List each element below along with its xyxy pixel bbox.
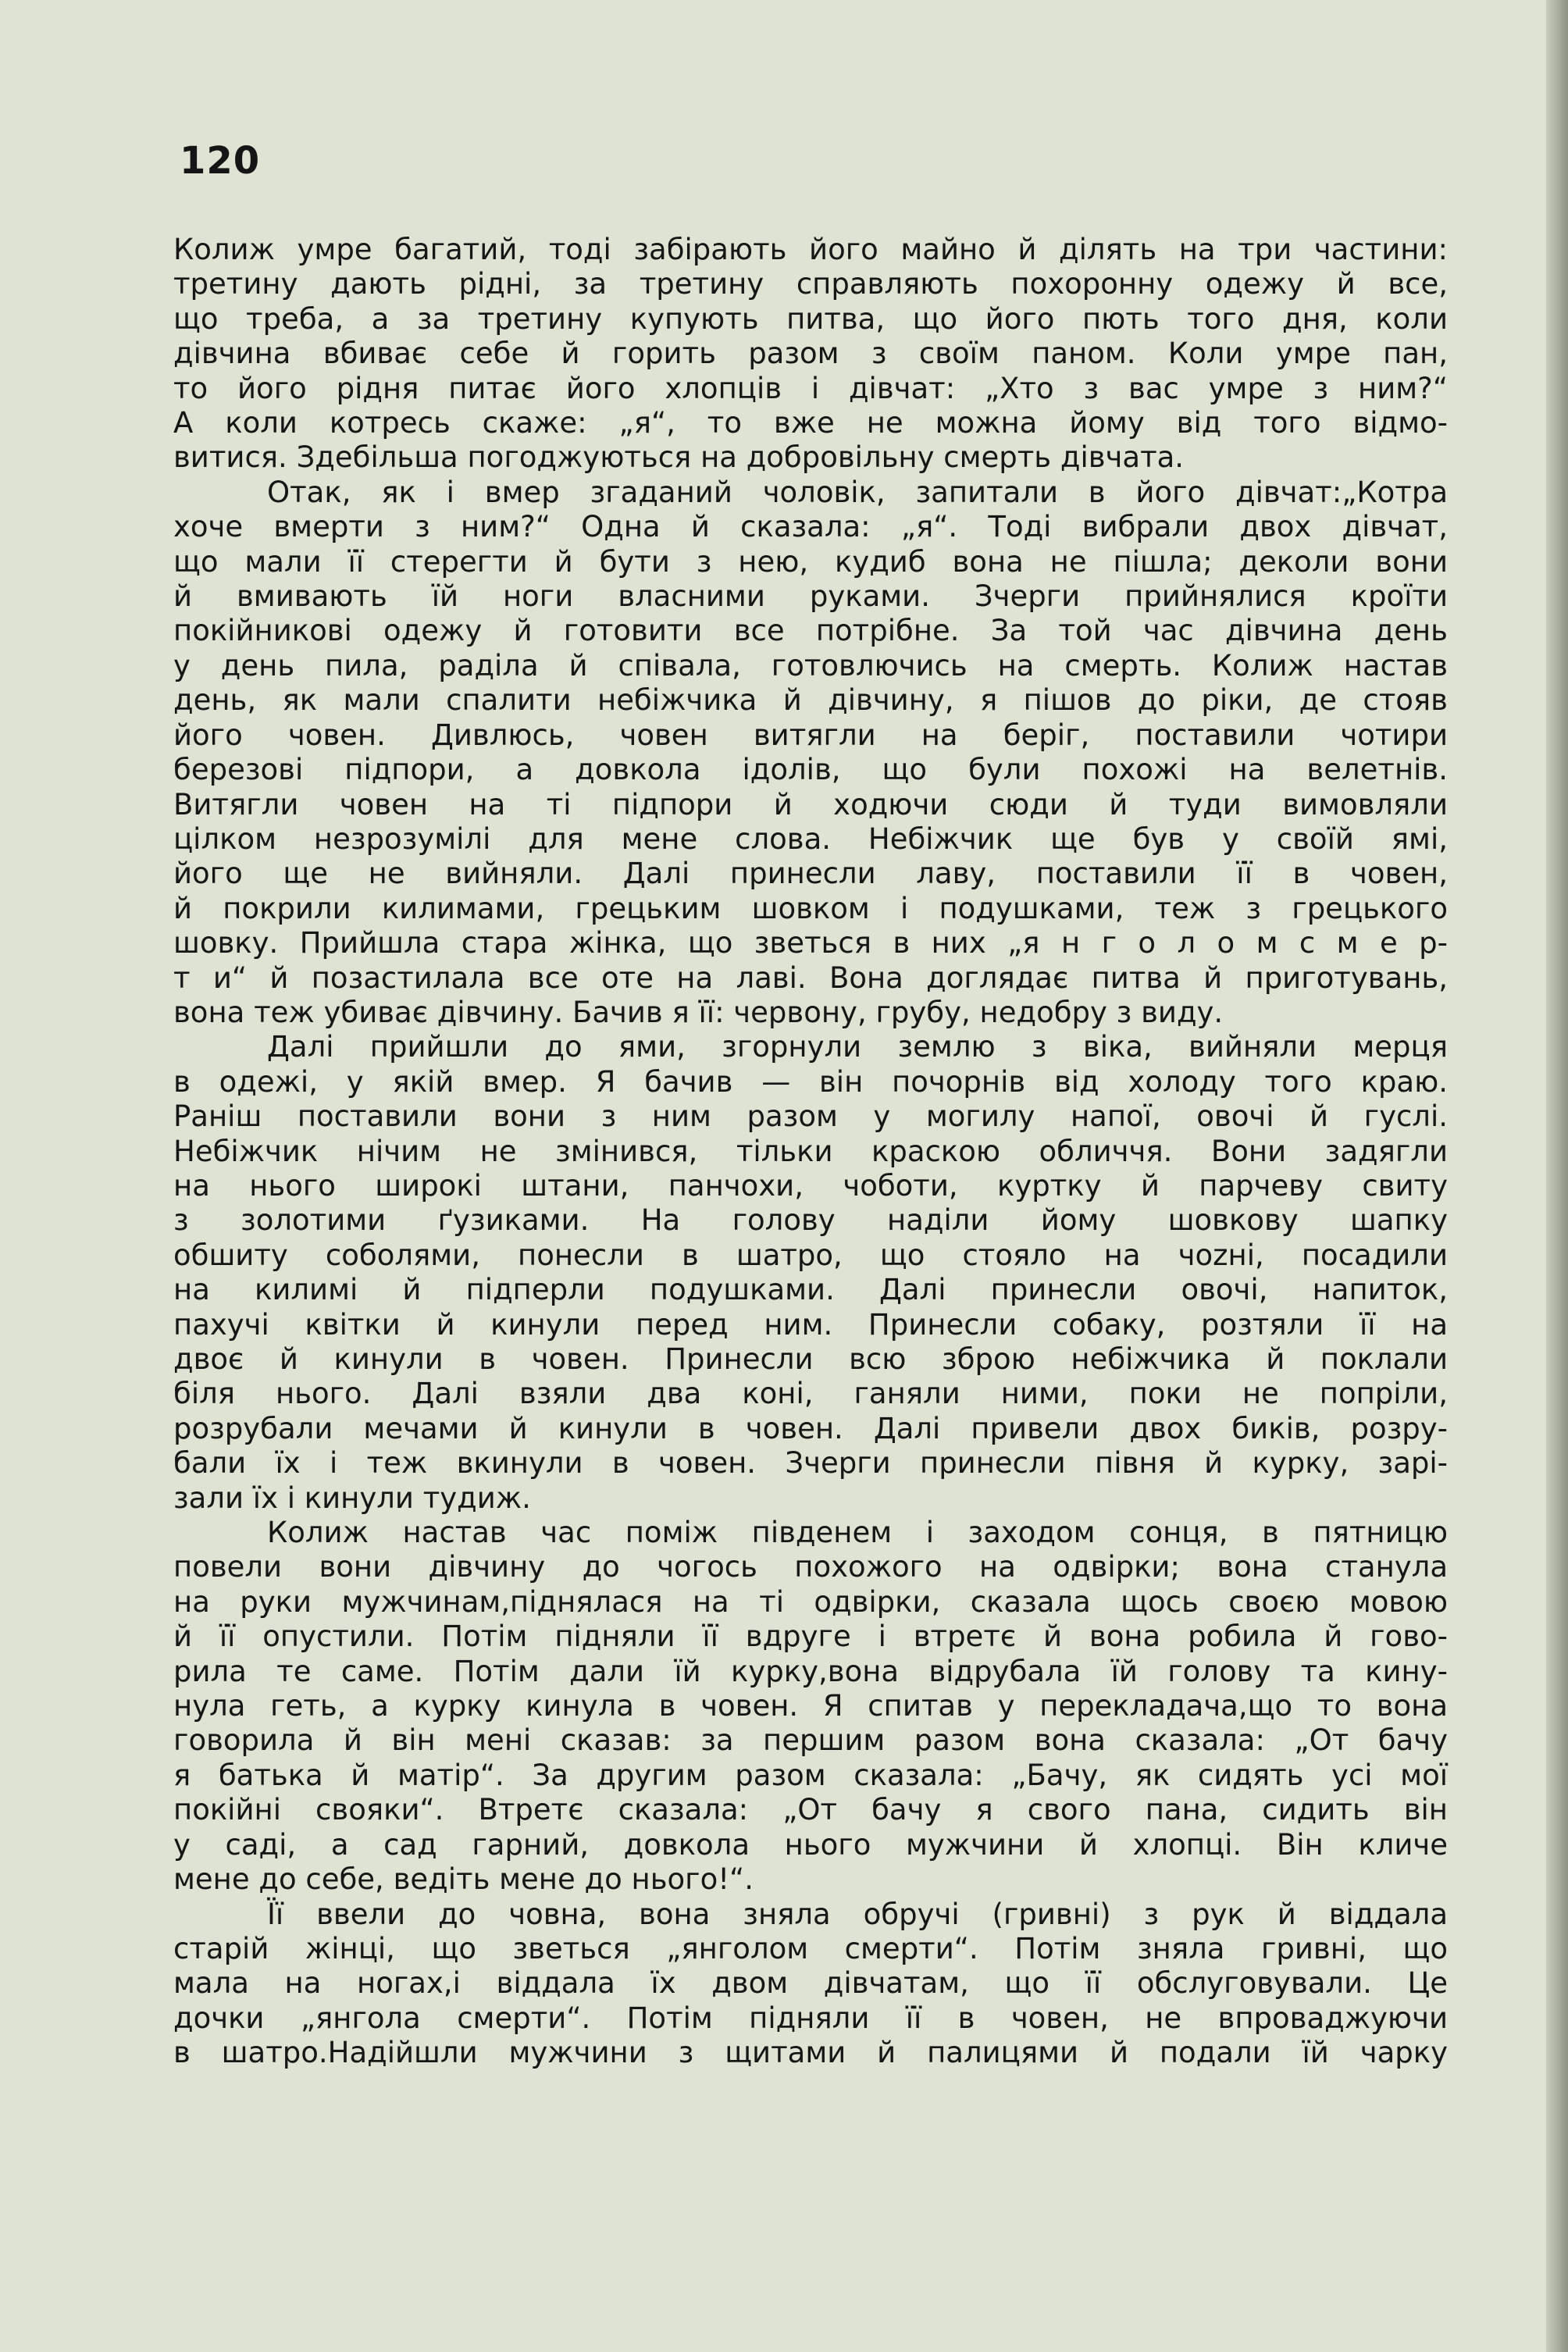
text-line: дівчина вбиває себе й горить разом з своїм паном. Коли умре пан, [173,337,1448,371]
text-line: старій жінці, що зветься „янголом смерти“. Потім зняла гривні, що [173,1931,1448,1965]
text-line: на нього широкі штани, панчохи, чоботи, куртку й парчеву свиту [173,1168,1448,1203]
text-line: двоє й кинули в човен. Принесли всю зброю небіжчика й поклали [173,1342,1448,1376]
text-line: Раніш поставили вони з ним разом у могилу напої, овочі й гуслі. [173,1099,1448,1134]
text-line: у саді, а сад гарний, довкола нього мужчини й хлопці. Він кличе [173,1827,1448,1862]
text-line: хоче вмерти з ним?“ Одна й сказала: „я“. Тоді вибрали двох дівчат, [173,510,1448,544]
text-line: Її ввели до човна, вона зняла обручі (гривні) з рук й віддала [267,1897,1448,1931]
text-line: зали їх і кинули тудиж. [173,1481,531,1515]
text-line: А коли котресь скаже: „я“, то вже не можна йому від того відмо- [173,406,1448,440]
text-line: цілком незрозумілі для мене слова. Небіжчик ще був у своїй ямі, [173,821,1448,856]
text-line: Небіжчик нічим не змінився, тільки краскою обличчя. Вони задягли [173,1134,1448,1168]
body-text [173,233,1448,2071]
text-line: витися. Здебільша погоджуються на добровільну смерть дівчата. [173,440,1185,475]
text-line: й її опустили. Потім підняли її вдруге і втретє й вона робила й гово- [173,1620,1448,1654]
text-line: в одежі, у якій вмер. Я бачив — він почорнів від холоду того краю. [173,1064,1448,1099]
text-line: говорила й він мені сказав: за першим разом вона сказала: „От бачу [173,1723,1448,1758]
text-line: покійні свояки“. Втретє сказала: „От бачу я свого пана, сидить він [173,1793,1448,1827]
text-line: мала на ногах,і віддала їх двом дівчатам, що її обслуговували. Це [173,1966,1448,2001]
paragraph [173,1030,1448,1516]
text-line: біля нього. Далі взяли два коні, ганяли ними, поки не попріли, [173,1377,1448,1411]
text-line: третину дають рідні, за третину справляють похоронну одежу й все, [173,267,1448,301]
text-line: бали їх і теж вкинули в човен. Зчерги принесли півня й курку, зарі- [173,1446,1448,1481]
text-line: його човен. Дивлюсь, човен витягли на беріг, поставили чотири [173,718,1448,752]
paragraph [173,1898,1448,2071]
text-line: Колиж умре багатий, тоді забірають його майно й ділять на три частини: [173,233,1448,266]
text-line: Отак, як і вмер згаданий чоловік, запитали в його дівчат:„Котра [267,475,1448,509]
text-line: розрубали мечами й кинули в човен. Далі привели двох биків, розру- [173,1411,1448,1445]
text-line: дочки „янгола смерти“. Потім підняли її в човен, не впроваджуючи [173,2001,1448,2035]
text-line: Колиж настав час поміж південем і заходом сонця, в пятницю [267,1516,1448,1550]
text-line: нула геть, а курку кинула в човен. Я спитав у перекладача,що то вона [173,1689,1448,1723]
text-line: шовку. Прийшла стара жінка, що зветься в них „я н г о л о м с м е р- [173,926,1448,960]
text-line: й покрили килимами, грецьким шовком і подушками, теж з грецького [173,891,1448,925]
text-line: й вмивають їй ноги власними руками. Зчерги прийнялися кроїти [173,579,1448,614]
text-line: у день пила, раділа й співала, готовлючись на смерть. Колиж настав [173,648,1448,682]
text-line: на руки мужчинам,піднялася на ті одвірки, сказала щось своєю мовою [173,1584,1448,1619]
text-line: то його рідня питає його хлопців і дівчат: „Хто з вас умре з ним?“ [173,371,1448,405]
text-line: мене до себе, ведіть мене до нього!“. [173,1862,754,1897]
paragraph [173,476,1448,1031]
text-line: що треба, а за третину купують питва, що його пють того дня, коли [173,301,1448,336]
text-line: березові підпори, а довкола ідолів, що були похожі на велетнів. [173,753,1448,787]
text-line: обшиту соболями, понесли в шатро, що стояло на чоzні, посадили [173,1238,1448,1272]
text-line: Витягли човен на ті підпори й ходючи сюди й туди вимовляли [173,787,1448,821]
page-number: 120 [180,139,261,183]
text-line: на килимі й підперли подушками. Далі принесли овочі, напиток, [173,1273,1448,1307]
paragraph [173,1516,1448,1897]
page-edge-shadow [1546,0,1568,2352]
text-line: повели вони дівчину до чогось похожого на одвірки; вона станула [173,1550,1448,1584]
text-line: покійникові одежу й готовити все потрібне. За той час дівчина день [173,614,1448,648]
text-line: з золотими ґузиками. На голову наділи йому шовкову шапку [173,1203,1448,1238]
text-line: в шатро.Надійшли мужчини з щитами й палицями й подали їй чарку [173,2036,1448,2070]
text-line: вона теж убиває дівчину. Бачив я її: червону, грубу, недобру з виду. [173,995,1224,1029]
text-line: т и“ й позастилала все оте на лаві. Вона доглядає питва й приготувань, [173,960,1448,995]
text-line: день, як мали спалити небіжчика й дівчину, я пішов до ріки, де стояв [173,683,1448,718]
text-line: я батька й матір“. За другим разом сказала: „Бачу, як сидять усі мої [173,1758,1448,1792]
text-line: рила те саме. Потім дали їй курку,вона відрубала їй голову та кину- [173,1654,1448,1688]
text-line: Далі прийшли до ями, згорнули землю з віка, вийняли мерця [267,1030,1448,1064]
text-line: пахучі квітки й кинули перед ним. Принесли собаку, розтяли її на [173,1307,1448,1342]
paragraph [173,233,1448,476]
text-line: що мали її стерегти й бути з нею, кудиб вона не пішла; деколи вони [173,544,1448,579]
text-line: його ще не вийняли. Далі принесли лаву, поставили її в човен, [173,857,1448,891]
